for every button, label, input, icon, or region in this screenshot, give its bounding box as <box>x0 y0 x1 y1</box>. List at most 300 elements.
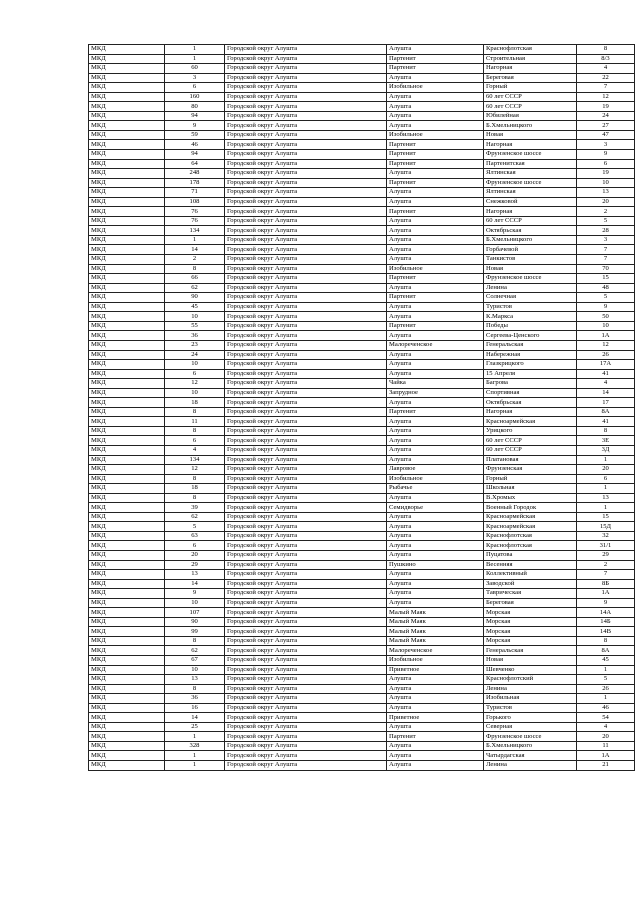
municipality-cell: Городской округ Алушта <box>225 713 387 723</box>
house-number-cell: 8/3 <box>577 54 635 64</box>
count-cell: 10 <box>165 598 225 608</box>
street-cell: Платановая <box>484 455 577 465</box>
street-cell: Краснофлотская <box>484 45 577 55</box>
count-cell: 90 <box>165 617 225 627</box>
municipality-cell: Городской округ Алушта <box>225 560 387 570</box>
settlement-cell: Рыбачье <box>387 484 484 494</box>
building-type-cell: МКД <box>89 484 165 494</box>
street-cell: Морская <box>484 636 577 646</box>
house-number-cell: 3Е <box>577 436 635 446</box>
municipality-cell: Городской округ Алушта <box>225 636 387 646</box>
municipality-cell: Городской округ Алушта <box>225 550 387 560</box>
municipality-cell: Городской округ Алушта <box>225 264 387 274</box>
building-type-cell: МКД <box>89 130 165 140</box>
table-row <box>89 302 635 312</box>
street-cell: Генеральская <box>484 340 577 350</box>
count-cell: 10 <box>165 312 225 322</box>
count-cell: 60 <box>165 64 225 74</box>
house-number-cell: 8А <box>577 407 635 417</box>
municipality-cell: Городской округ Алушта <box>225 312 387 322</box>
table-row <box>89 64 635 74</box>
house-number-cell: 1 <box>577 484 635 494</box>
municipality-cell: Городской округ Алушта <box>225 274 387 284</box>
street-cell: Горный <box>484 474 577 484</box>
house-number-cell: 11 <box>577 741 635 751</box>
street-cell: Заводской <box>484 579 577 589</box>
municipality-cell: Городской округ Алушта <box>225 293 387 303</box>
count-cell: 8 <box>165 407 225 417</box>
table-row <box>89 293 635 303</box>
settlement-cell: Партенит <box>387 207 484 217</box>
street-cell: Новая <box>484 130 577 140</box>
municipality-cell: Городской округ Алушта <box>225 722 387 732</box>
table-row <box>89 445 635 455</box>
count-cell: 8 <box>165 636 225 646</box>
table-row <box>89 54 635 64</box>
street-cell: Партенитская <box>484 159 577 169</box>
settlement-cell: Семидворье <box>387 503 484 513</box>
municipality-cell: Городской округ Алушта <box>225 665 387 675</box>
street-cell: Весенняя <box>484 560 577 570</box>
table-row <box>89 255 635 265</box>
street-cell: Ленина <box>484 761 577 771</box>
street-cell: Морская <box>484 608 577 618</box>
building-type-cell: МКД <box>89 111 165 121</box>
count-cell: 107 <box>165 608 225 618</box>
count-cell: 6 <box>165 83 225 93</box>
house-number-cell: 20 <box>577 465 635 475</box>
settlement-cell: Партенит <box>387 54 484 64</box>
house-number-cell: 3 <box>577 235 635 245</box>
municipality-cell: Городской округ Алушта <box>225 360 387 370</box>
settlement-cell: Алушта <box>387 312 484 322</box>
settlement-cell: Приветное <box>387 665 484 675</box>
municipality-cell: Городской округ Алушта <box>225 656 387 666</box>
house-number-cell: 1А <box>577 751 635 761</box>
table-row <box>89 570 635 580</box>
building-type-cell: МКД <box>89 426 165 436</box>
house-number-cell: 26 <box>577 350 635 360</box>
building-type-cell: МКД <box>89 751 165 761</box>
table-row <box>89 608 635 618</box>
street-cell: 60 лет СССР <box>484 436 577 446</box>
settlement-cell: Партенит <box>387 159 484 169</box>
municipality-cell: Городской округ Алушта <box>225 608 387 618</box>
building-type-cell: МКД <box>89 722 165 732</box>
house-number-cell: 54 <box>577 713 635 723</box>
building-type-cell: МКД <box>89 732 165 742</box>
count-cell: 8 <box>165 474 225 484</box>
municipality-cell: Городской округ Алушта <box>225 178 387 188</box>
building-type-cell: МКД <box>89 398 165 408</box>
house-number-cell: 48 <box>577 283 635 293</box>
building-type-cell: МКД <box>89 312 165 322</box>
building-type-cell: МКД <box>89 178 165 188</box>
municipality-cell: Городской округ Алушта <box>225 83 387 93</box>
settlement-cell: Партенит <box>387 64 484 74</box>
count-cell: 23 <box>165 340 225 350</box>
street-cell: Танкистов <box>484 255 577 265</box>
municipality-cell: Городской округ Алушта <box>225 54 387 64</box>
street-cell: Фрунзенское шоссе <box>484 178 577 188</box>
table-row <box>89 617 635 627</box>
municipality-cell: Городской округ Алушта <box>225 331 387 341</box>
municipality-cell: Городской округ Алушта <box>225 417 387 427</box>
building-type-cell: МКД <box>89 121 165 131</box>
count-cell: 18 <box>165 398 225 408</box>
house-number-cell: 10 <box>577 178 635 188</box>
house-number-cell: 46 <box>577 703 635 713</box>
settlement-cell: Алушта <box>387 92 484 102</box>
settlement-cell: Алушта <box>387 675 484 685</box>
settlement-cell: Изобильное <box>387 264 484 274</box>
settlement-cell: Алушта <box>387 703 484 713</box>
street-cell: 60 лет СССР <box>484 102 577 112</box>
table-row <box>89 741 635 751</box>
house-number-cell: 15 <box>577 274 635 284</box>
settlement-cell: Алушта <box>387 598 484 608</box>
count-cell: 1 <box>165 732 225 742</box>
building-type-cell: МКД <box>89 360 165 370</box>
building-type-cell: МКД <box>89 197 165 207</box>
street-cell: Нагорная <box>484 207 577 217</box>
street-cell: Новая <box>484 264 577 274</box>
house-number-cell: 13 <box>577 188 635 198</box>
settlement-cell: Алушта <box>387 493 484 503</box>
building-type-cell: МКД <box>89 617 165 627</box>
house-number-cell: 7 <box>577 245 635 255</box>
count-cell: 24 <box>165 350 225 360</box>
municipality-cell: Городской округ Алушта <box>225 627 387 637</box>
building-type-cell: МКД <box>89 73 165 83</box>
building-type-cell: МКД <box>89 675 165 685</box>
municipality-cell: Городской округ Алушта <box>225 283 387 293</box>
count-cell: 9 <box>165 589 225 599</box>
building-type-cell: МКД <box>89 83 165 93</box>
street-cell: Красноармейская <box>484 417 577 427</box>
house-number-cell: 15Д <box>577 522 635 532</box>
table-row <box>89 751 635 761</box>
count-cell: 20 <box>165 550 225 560</box>
house-number-cell: 20 <box>577 732 635 742</box>
table-row <box>89 350 635 360</box>
building-type-cell: МКД <box>89 646 165 656</box>
street-cell: Изобильная <box>484 694 577 704</box>
count-cell: 62 <box>165 283 225 293</box>
table-row <box>89 83 635 93</box>
municipality-cell: Городской округ Алушта <box>225 340 387 350</box>
building-type-cell: МКД <box>89 579 165 589</box>
house-number-cell: 17 <box>577 398 635 408</box>
settlement-cell: Малый Маяк <box>387 608 484 618</box>
municipality-cell: Городской округ Алушта <box>225 302 387 312</box>
street-cell: Нагорная <box>484 64 577 74</box>
count-cell: 39 <box>165 503 225 513</box>
house-number-cell: 1 <box>577 694 635 704</box>
municipality-cell: Городской округ Алушта <box>225 531 387 541</box>
table-row <box>89 283 635 293</box>
settlement-cell: Партенит <box>387 178 484 188</box>
building-type-cell: МКД <box>89 255 165 265</box>
table-row <box>89 312 635 322</box>
building-type-cell: МКД <box>89 321 165 331</box>
table-row <box>89 761 635 771</box>
municipality-cell: Городской округ Алушта <box>225 484 387 494</box>
house-number-cell: 9 <box>577 302 635 312</box>
building-type-cell: МКД <box>89 264 165 274</box>
count-cell: 62 <box>165 512 225 522</box>
building-type-cell: МКД <box>89 570 165 580</box>
house-number-cell: 9 <box>577 150 635 160</box>
table-row <box>89 226 635 236</box>
municipality-cell: Городской округ Алушта <box>225 579 387 589</box>
municipality-cell: Городской округ Алушта <box>225 121 387 131</box>
table-row <box>89 646 635 656</box>
settlement-cell: Партенит <box>387 274 484 284</box>
table-row <box>89 235 635 245</box>
building-type-cell: МКД <box>89 694 165 704</box>
count-cell: 1 <box>165 761 225 771</box>
house-number-cell: 26 <box>577 684 635 694</box>
count-cell: 160 <box>165 92 225 102</box>
house-number-cell: 41 <box>577 369 635 379</box>
settlement-cell: Алушта <box>387 550 484 560</box>
municipality-cell: Городской округ Алушта <box>225 350 387 360</box>
street-cell: Юбилейная <box>484 111 577 121</box>
municipality-cell: Городской округ Алушта <box>225 407 387 417</box>
table-row <box>89 274 635 284</box>
table-row <box>89 360 635 370</box>
count-cell: 13 <box>165 570 225 580</box>
count-cell: 178 <box>165 178 225 188</box>
building-type-cell: МКД <box>89 388 165 398</box>
house-number-cell: 8А <box>577 646 635 656</box>
street-cell: Береговая <box>484 598 577 608</box>
street-cell: Октябрьская <box>484 398 577 408</box>
building-type-cell: МКД <box>89 216 165 226</box>
house-number-cell: 29 <box>577 550 635 560</box>
count-cell: 10 <box>165 360 225 370</box>
count-cell: 66 <box>165 274 225 284</box>
house-number-cell: 12 <box>577 92 635 102</box>
house-number-cell: 2 <box>577 207 635 217</box>
table-row <box>89 503 635 513</box>
count-cell: 134 <box>165 455 225 465</box>
settlement-cell: Алушта <box>387 426 484 436</box>
count-cell: 10 <box>165 388 225 398</box>
municipality-cell: Городской округ Алушта <box>225 675 387 685</box>
settlement-cell: Партенит <box>387 407 484 417</box>
building-type-cell: МКД <box>89 665 165 675</box>
house-number-cell: 45 <box>577 656 635 666</box>
count-cell: 14 <box>165 579 225 589</box>
street-cell: Ялтинская <box>484 188 577 198</box>
street-cell: Снежковой <box>484 197 577 207</box>
house-number-cell: 4 <box>577 379 635 389</box>
count-cell: 46 <box>165 140 225 150</box>
settlement-cell: Малореченское <box>387 646 484 656</box>
settlement-cell: Алушта <box>387 522 484 532</box>
settlement-cell: Алушта <box>387 197 484 207</box>
count-cell: 16 <box>165 703 225 713</box>
house-number-cell: 22 <box>577 73 635 83</box>
table-row <box>89 541 635 551</box>
house-number-cell: 13 <box>577 493 635 503</box>
table-row <box>89 665 635 675</box>
table-row <box>89 216 635 226</box>
municipality-cell: Городской округ Алушта <box>225 150 387 160</box>
street-cell: Б.Хмельницкого <box>484 235 577 245</box>
settlement-cell: Алушта <box>387 751 484 761</box>
street-cell: Октябрьская <box>484 226 577 236</box>
house-number-cell: 9 <box>577 598 635 608</box>
house-number-cell: 6 <box>577 159 635 169</box>
count-cell: 62 <box>165 646 225 656</box>
settlement-cell: Алушта <box>387 331 484 341</box>
municipality-cell: Городской округ Алушта <box>225 226 387 236</box>
settlement-cell: Малый Маяк <box>387 627 484 637</box>
house-number-cell: 14В <box>577 627 635 637</box>
table-row <box>89 512 635 522</box>
building-type-cell: МКД <box>89 92 165 102</box>
street-cell: Туристов <box>484 302 577 312</box>
street-cell: 15 Апреля <box>484 369 577 379</box>
municipality-cell: Городской округ Алушта <box>225 111 387 121</box>
settlement-cell: Алушта <box>387 216 484 226</box>
building-type-cell: МКД <box>89 207 165 217</box>
building-type-cell: МКД <box>89 541 165 551</box>
count-cell: 71 <box>165 188 225 198</box>
municipality-cell: Городской округ Алушта <box>225 703 387 713</box>
municipality-cell: Городской округ Алушта <box>225 741 387 751</box>
settlement-cell: Малый Маяк <box>387 617 484 627</box>
table-row <box>89 245 635 255</box>
building-type-cell: МКД <box>89 407 165 417</box>
count-cell: 1 <box>165 751 225 761</box>
building-type-cell: МКД <box>89 283 165 293</box>
count-cell: 76 <box>165 216 225 226</box>
settlement-cell: Алушта <box>387 684 484 694</box>
count-cell: 64 <box>165 159 225 169</box>
street-cell: Северная <box>484 722 577 732</box>
street-cell: Фрунзенская <box>484 465 577 475</box>
municipality-cell: Городской округ Алушта <box>225 570 387 580</box>
settlement-cell: Алушта <box>387 102 484 112</box>
count-cell: 90 <box>165 293 225 303</box>
building-type-cell: МКД <box>89 522 165 532</box>
building-type-cell: МКД <box>89 64 165 74</box>
count-cell: 9 <box>165 121 225 131</box>
house-number-cell: 24 <box>577 111 635 121</box>
building-type-cell: МКД <box>89 741 165 751</box>
house-number-cell: 17А <box>577 360 635 370</box>
municipality-cell: Городской округ Алушта <box>225 235 387 245</box>
building-type-cell: МКД <box>89 589 165 599</box>
house-number-cell: 2 <box>577 560 635 570</box>
table-row <box>89 169 635 179</box>
house-number-cell: 7 <box>577 83 635 93</box>
table-row <box>89 675 635 685</box>
settlement-cell: Алушта <box>387 589 484 599</box>
settlement-cell: Алушта <box>387 360 484 370</box>
building-type-cell: МКД <box>89 550 165 560</box>
table-row <box>89 455 635 465</box>
municipality-cell: Городской округ Алушта <box>225 92 387 102</box>
building-type-cell: МКД <box>89 159 165 169</box>
street-cell: 60 лет СССР <box>484 445 577 455</box>
street-cell: Фрунзенское шоссе <box>484 732 577 742</box>
table-row <box>89 627 635 637</box>
municipality-cell: Городской округ Алушта <box>225 188 387 198</box>
house-number-cell: 15 <box>577 512 635 522</box>
house-number-cell: 21 <box>577 761 635 771</box>
street-cell: Набережная <box>484 350 577 360</box>
settlement-cell: Алушта <box>387 369 484 379</box>
table-row <box>89 379 635 389</box>
table-row <box>89 130 635 140</box>
table-row <box>89 407 635 417</box>
house-number-cell: 10 <box>577 321 635 331</box>
building-type-cell: МКД <box>89 140 165 150</box>
table-row <box>89 703 635 713</box>
house-number-cell: 8Б <box>577 579 635 589</box>
settlement-cell: Изобильное <box>387 474 484 484</box>
settlement-cell: Алушта <box>387 455 484 465</box>
municipality-cell: Городской округ Алушта <box>225 64 387 74</box>
settlement-cell: Алушта <box>387 169 484 179</box>
count-cell: 12 <box>165 379 225 389</box>
settlement-cell: Запрудное <box>387 388 484 398</box>
municipality-cell: Городской округ Алушта <box>225 646 387 656</box>
house-number-cell: 8 <box>577 636 635 646</box>
building-type-cell: МКД <box>89 102 165 112</box>
settlement-cell: Изобильное <box>387 130 484 140</box>
house-number-cell: 6 <box>577 474 635 484</box>
municipality-cell: Городской округ Алушта <box>225 598 387 608</box>
street-cell: Фрунзенское шоссе <box>484 274 577 284</box>
building-type-cell: МКД <box>89 369 165 379</box>
house-number-cell: 14 <box>577 388 635 398</box>
street-cell: Чатырдагская <box>484 751 577 761</box>
count-cell: 11 <box>165 417 225 427</box>
settlement-cell: Алушта <box>387 235 484 245</box>
count-cell: 80 <box>165 102 225 112</box>
settlement-cell: Алушта <box>387 111 484 121</box>
table-row <box>89 178 635 188</box>
building-type-cell: МКД <box>89 150 165 160</box>
count-cell: 1 <box>165 235 225 245</box>
house-number-cell: 5 <box>577 293 635 303</box>
street-cell: Фрунзенское шоссе <box>484 150 577 160</box>
street-cell: 60 лет СССР <box>484 216 577 226</box>
street-cell: Б.Хмельницкого <box>484 741 577 751</box>
settlement-cell: Алушта <box>387 188 484 198</box>
settlement-cell: Партенит <box>387 732 484 742</box>
house-number-cell: 70 <box>577 264 635 274</box>
count-cell: 25 <box>165 722 225 732</box>
building-type-cell: МКД <box>89 608 165 618</box>
street-cell: Коллективный <box>484 570 577 580</box>
settlement-cell: Изобильное <box>387 83 484 93</box>
street-cell: Горный <box>484 83 577 93</box>
house-number-cell: 20 <box>577 197 635 207</box>
settlement-cell: Алушта <box>387 761 484 771</box>
street-cell: Нагорная <box>484 140 577 150</box>
building-type-cell: МКД <box>89 703 165 713</box>
house-number-cell: 32 <box>577 531 635 541</box>
table-row <box>89 636 635 646</box>
settlement-cell: Алушта <box>387 398 484 408</box>
